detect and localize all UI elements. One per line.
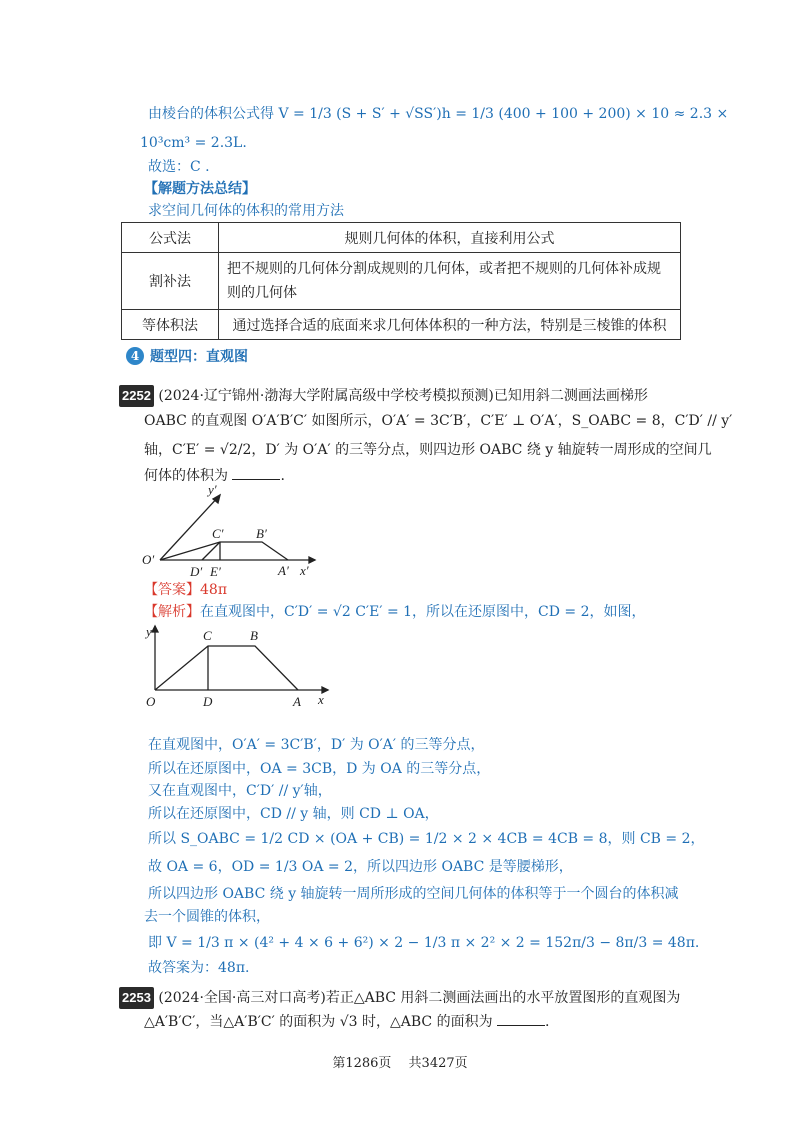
method-desc: 规则几何体的体积，直接利用公式 [219,223,681,253]
restored-view-figure [140,622,340,710]
solution-step-4: 所以在还原图中，CD // y 轴，则 CD ⊥ OA， [148,806,439,822]
question-2252-line-2: OABC 的直观图 O′A′B′C′ 如图所示，O′A′ = 3C′B′，C′E′ ⊥ O′A′，S_OABC = 8，C′D′ // y′ [144,413,733,429]
label-a: A′ [278,563,289,578]
x-arrow [309,557,315,563]
table-row [122,310,681,340]
label-b: B′ [256,526,267,541]
label-d: D [203,694,213,709]
trapezoid [155,646,298,690]
question-text: 何体的体积为 [144,468,228,484]
methods-table [121,222,681,340]
question-2253-line-2 [144,1012,550,1032]
method-name: 割补法 [122,253,219,310]
answer-value: 48π [200,582,228,598]
solution-step-3: 又在直观图中，C′D′ // y′轴， [148,783,332,799]
label-c: C [203,628,212,643]
answer-line [144,580,227,600]
label-x: x′ [300,563,309,578]
question-2253-line-1 [119,987,680,1009]
formula-line-2: 10³cm³ = 2.3L. [140,135,247,151]
y-arrow [152,626,158,632]
method-summary-intro: 求空间几何体的体积的常用方法 [148,203,344,219]
solution-step-10: 故答案为：48π. [148,960,250,976]
label-a: A [293,694,301,709]
label-o: O′ [142,552,155,567]
label-d: D′ [190,564,203,579]
solution-step-8: 去一个圆锥的体积， [144,909,270,925]
analysis-label: 【解析】 [144,604,200,620]
period: . [545,1014,550,1030]
question-2252-line-1 [119,385,648,407]
question-source: (2024·辽宁锦州·渤海大学附属高级中学校考模拟预测)已知用斜二测画法画梯形 [158,388,648,404]
analysis-text: 在直观图中，C′D′ = √2 C′E′ = 1，所以在还原图中，CD = 2，如图， [200,604,646,620]
label-e: E′ [210,564,221,579]
label-b: B [250,628,258,643]
answer-blank [497,1013,545,1026]
section-header [126,345,248,367]
method-desc: 通过选择合适的底面来求几何体体积的一种方法，特别是三棱锥的体积 [219,310,681,340]
page-footer: 第1286页 共3427页 [332,1056,468,1071]
question-text: △A′B′C′，当△A′B′C′ 的面积为 √3 时，△ABC 的面积为 [144,1014,493,1030]
choice-line: 故选：C . [148,159,210,175]
section-badge: 4 [126,347,144,365]
method-name: 等体积法 [122,310,219,340]
label-y: y′ [208,482,217,497]
label-x: x [318,692,324,707]
table-row [122,223,681,253]
oblique-view-figure [140,480,330,580]
question-number: 2252 [119,385,154,407]
method-summary-heading: 【解题方法总结】 [144,181,256,197]
question-source: (2024·全国·高三对口高考)若正△ABC 用斜二测画法画出的水平放置图形的直观图为 [158,990,681,1006]
answer-label: 【答案】 [144,582,200,598]
method-desc: 把不规则的几何体分割成规则的几何体，或者把不规则的几何体补成规则的几何体 [219,253,681,310]
trapezoid [160,542,288,560]
solution-step-9: 即 V = 1/3 π × (4² + 4 × 6 + 6²) × 2 − 1/3 π × 2² × 2 = 152π/3 − 8π/3 = 48π. [148,935,700,951]
period: . [280,468,285,484]
solution-step-5: 所以 S_OABC = 1/2 CD × (OA + CB) = 1/2 × 2 × 4CB = 4CB = 8，则 CB = 2， [148,831,705,847]
formula-line-1: 由棱台的体积公式得 V = 1/3 (S + S′ + √SS′)h = 1/3 (400 + 100 + 200) × 10 ≈ 2.3 × [148,106,729,122]
label-c: C′ [212,526,224,541]
method-name: 公式法 [122,223,219,253]
section-title: 题型四：直观图 [150,349,248,365]
answer-blank [232,467,280,480]
analysis-line [144,602,646,622]
label-y: y [146,624,152,639]
solution-step-2: 所以在还原图中，OA = 3CB，D 为 OA 的三等分点， [148,761,491,777]
question-number: 2253 [119,987,154,1009]
solution-step-6: 故 OA = 6，OD = 1/3 OA = 2，所以四边形 OABC 是等腰梯形， [148,859,573,875]
solution-step-7: 所以四边形 OABC 绕 y 轴旋转一周所形成的空间几何体的体积等于一个圆台的体积减 [148,886,679,902]
solution-step-1: 在直观图中，O′A′ = 3C′B′，D′ 为 O′A′ 的三等分点， [148,737,485,753]
question-2252-line-3: 轴，C′E′ = √2/2，D′ 为 O′A′ 的三等分点，则四边形 OABC 绕 y 轴旋转一周形成的空间几 [144,442,712,458]
table-row [122,253,681,310]
label-o: O [146,694,156,709]
